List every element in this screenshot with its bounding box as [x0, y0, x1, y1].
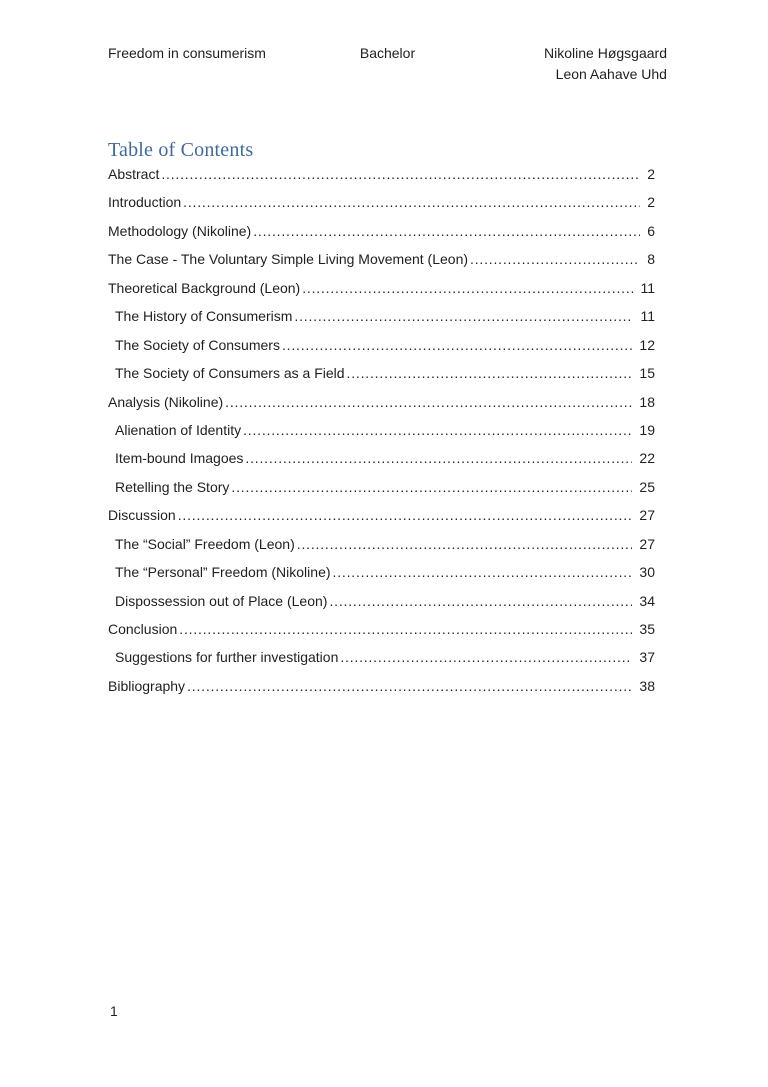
toc-entry-label: Retelling the Story	[115, 478, 230, 495]
toc-leader-dots	[178, 501, 633, 529]
toc-entry-label: Dispossession out of Place (Leon)	[115, 592, 328, 609]
toc-leader-dots	[245, 444, 632, 472]
toc-leader-dots	[340, 643, 632, 671]
header-author-1: Nikoline Høgsgaard	[544, 45, 667, 61]
toc-entry-page-number: 15	[639, 365, 655, 382]
toc-entry-page-number: 27	[639, 535, 655, 552]
toc-leader-dots	[187, 672, 632, 700]
toc-entry	[108, 587, 655, 615]
toc-entry-label: Bibliography	[108, 677, 186, 694]
toc-entry	[108, 245, 655, 273]
toc-entry-label: The History of Consumerism	[115, 308, 293, 325]
toc-entry-label: The Case - The Voluntary Simple Living Movement (Leon)	[108, 251, 469, 268]
toc-entry-page-number: 34	[639, 592, 655, 609]
toc-entry-page-number: 2	[647, 194, 655, 211]
toc-entry-page-number: 38	[639, 677, 655, 694]
toc-entry-label: Methodology (Nikoline)	[108, 222, 252, 239]
toc-entry-label: Introduction	[108, 194, 182, 211]
document-header	[108, 43, 667, 85]
toc-entry	[108, 359, 655, 387]
header-document-type: Bachelor	[359, 45, 416, 61]
toc-entry	[108, 274, 655, 302]
toc-entry	[108, 530, 655, 558]
toc-leader-dots	[225, 388, 632, 416]
toc-leader-dots	[282, 331, 632, 359]
toc-entry-label: Abstract	[108, 166, 160, 182]
toc-leader-dots	[329, 587, 632, 615]
toc-leader-dots	[179, 615, 632, 643]
toc-entry-page-number: 27	[639, 507, 655, 524]
toc-entry-page-number: 6	[647, 222, 655, 239]
toc-entry-page-number: 35	[639, 621, 655, 637]
toc-entry-label: Alienation of Identity	[115, 421, 242, 438]
toc-entry	[108, 188, 655, 216]
toc-entry-page-number: 11	[640, 279, 655, 296]
toc-entry-label: The “Personal” Freedom (Nikoline)	[115, 564, 331, 581]
toc-entry-label: The “Social” Freedom (Leon)	[115, 535, 295, 552]
toc-entry-label: The Society of Consumers as a Field	[115, 365, 345, 382]
toc-leader-dots	[302, 274, 633, 302]
toc-entry-page-number: 8	[647, 251, 655, 268]
toc-heading: Table of Contents	[108, 139, 254, 161]
toc-leader-dots	[470, 245, 640, 273]
toc-entry-label: Discussion	[108, 507, 176, 524]
header-authors	[481, 43, 667, 85]
toc-entry-label: Analysis (Nikoline)	[108, 393, 224, 410]
toc-leader-dots	[297, 530, 633, 558]
toc-entry-page-number: 2	[647, 166, 655, 182]
toc-entry-page-number: 25	[639, 478, 655, 495]
toc-entry	[108, 416, 655, 444]
toc-entry	[108, 473, 655, 501]
toc-entry-page-number: 37	[639, 649, 655, 666]
toc-leader-dots	[333, 558, 633, 586]
toc-leader-dots	[347, 359, 633, 387]
header-document-title: Freedom in consumerism	[108, 45, 266, 61]
toc-entry	[108, 672, 655, 700]
toc-entry	[108, 643, 655, 671]
toc-entry	[108, 302, 655, 330]
toc-leader-dots	[231, 473, 632, 501]
toc-leader-dots	[161, 160, 640, 188]
page-number: 1	[110, 1003, 118, 1019]
toc-entry	[108, 615, 655, 643]
toc-entry-label: Suggestions for further investigation	[115, 649, 339, 666]
toc-entry-page-number: 11	[640, 308, 655, 325]
toc-leader-dots	[294, 302, 633, 330]
toc-entry	[108, 501, 655, 529]
toc-entry-page-number: 19	[639, 421, 655, 438]
toc-entry-page-number: 30	[639, 564, 655, 581]
toc-entry-page-number: 18	[639, 393, 655, 410]
toc-entry	[108, 558, 655, 586]
toc-leader-dots	[183, 188, 640, 216]
header-author-2: Leon Aahave Uhd	[555, 66, 667, 82]
toc-entry-page-number: 12	[639, 336, 655, 353]
toc-entry-label: The Society of Consumers	[115, 336, 280, 353]
toc-entry	[108, 444, 655, 472]
toc-leader-dots	[253, 217, 640, 245]
toc-entry	[108, 217, 655, 245]
toc-leader-dots	[243, 416, 632, 444]
toc-entry-page-number: 22	[639, 450, 655, 467]
toc-entry	[108, 331, 655, 359]
toc-entry	[108, 160, 655, 188]
toc-entry-label: Theoretical Background (Leon)	[108, 279, 301, 296]
toc-entry-label: Item-bound Imagoes	[115, 450, 244, 467]
toc-entry-label: Conclusion	[108, 621, 178, 637]
toc-entry	[108, 388, 655, 416]
toc-list	[108, 160, 655, 700]
